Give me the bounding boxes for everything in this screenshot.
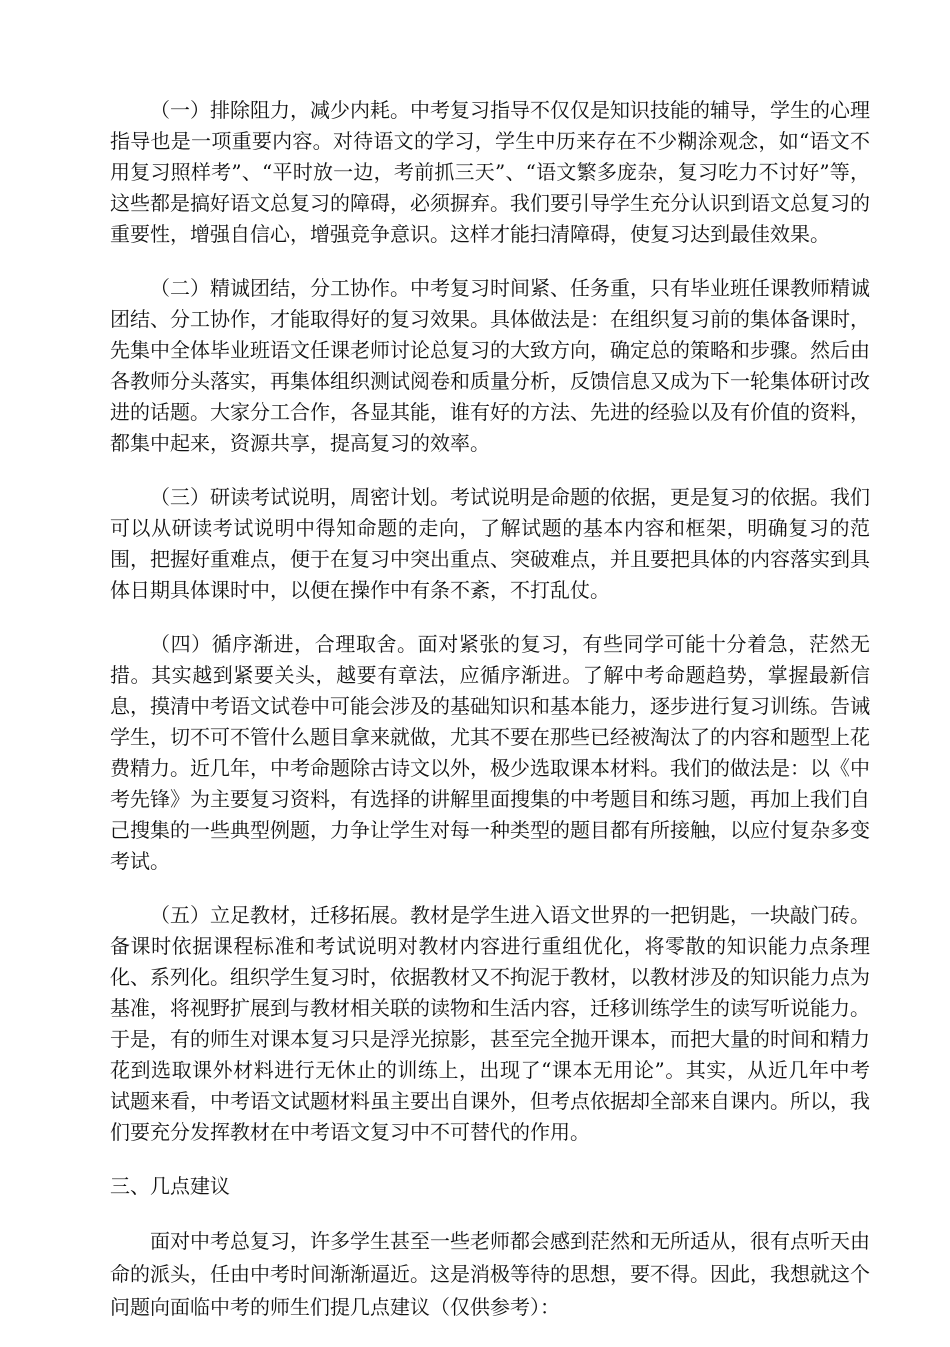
document-page (110, 95, 870, 1347)
closing-paragraph: 面对中考总复习，许多学生甚至一些老师都会感到茫然和无所适从，很有点听天由命的派头，任由中考时间渐渐逼近。这是消极等待的思想，要不得。因此，我想就这个问题向面临中考的师生们提几点建议（仅供参考）： (110, 1229, 870, 1319)
paragraph-2: （二）精诚团结，分工协作。中考复习时间紧、任务重，只有毕业班任课教师精诚团结、分工协作，才能取得好的复习效果。具体做法是：在组织复习前的集体备课时，先集中全体毕业班语文任课老师讨论总复习的大致方向，确定总的策略和步骤。然后由各教师分头落实，再集体组织测试阅卷和质量分析，反馈信息又成为下一轮集体研讨改进的话题。大家分工合作，各显其能，谁有好的方法、先进的经验以及有价值的资料，都集中起来，资源共享，提高复习的效率。 (110, 276, 870, 455)
section-heading: 三、几点建议 (110, 1174, 230, 1198)
paragraph-3: （三）研读考试说明，周密计划。考试说明是命题的依据，更是复习的依据。我们可以从研读考试说明中得知命题的走向，了解试题的基本内容和框架，明确复习的范围，把握好重难点，便于在复习中突出重点、突破难点，并且要把具体的内容落实到具体日期具体课时中，以便在操作中有条不紊，不打乱仗。 (110, 485, 870, 602)
paragraph-1: （一）排除阻力，减少内耗。中考复习指导不仅仅是知识技能的辅导，学生的心理指导也是一项重要内容。对待语文的学习，学生中历来存在不少糊涂观念，如“语文不用复习照样考”、“平时放一边，考前抓三天”、“语文繁多庞杂，复习吃力不讨好”等，这些都是搞好语文总复习的障碍，必须摒弃。我们要引导学生充分认识到语文总复习的重要性，增强自信心，增强竞争意识。这样才能扫清障碍，使复习达到最佳效果。 (110, 98, 870, 246)
paragraph-4: （四）循序渐进，合理取舍。面对紧张的复习，有些同学可能十分着急，茫然无措。其实越到紧要关头，越要有章法，应循序渐进。了解中考命题趋势，掌握最新信息，摸清中考语文试卷中可能会涉及的基础知识和基本能力，逐步进行复习训练。告诫学生，切不可不管什么题目拿来就做，尤其不要在那些已经被淘汰了的内容和题型上花费精力。近几年，中考命题除古诗文以外，极少选取课本材料。我们的做法是：以《中考先锋》为主要复习资料，有选择的讲解里面搜集的中考题目和练习题，再加上我们自己搜集的一些典型例题，力争让学生对每一种类型的题目都有所接触，以应付复杂多变考试。 (110, 632, 870, 873)
paragraph-5: （五）立足教材，迁移拓展。教材是学生进入语文世界的一把钥匙，一块敲门砖。备课时依据课程标准和考试说明对教材内容进行重组优化，将零散的知识能力点条理化、系列化。组织学生复习时，依据教材又不拘泥于教材，以教材涉及的知识能力点为基准，将视野扩展到与教材相关联的读物和生活内容，迁移训练学生的读写听说能力。于是，有的师生对课本复习只是浮光掠影，甚至完全抛开课本，而把大量的时间和精力花到选取课外材料进行无休止的训练上，出现了“课本无用论”。其实，从近几年中考试题来看，中考语文试题材料虽主要出自课外，但考点依据却全部来自课内。所以，我们要充分发挥教材在中考语文复习中不可替代的作用。 (110, 903, 870, 1144)
